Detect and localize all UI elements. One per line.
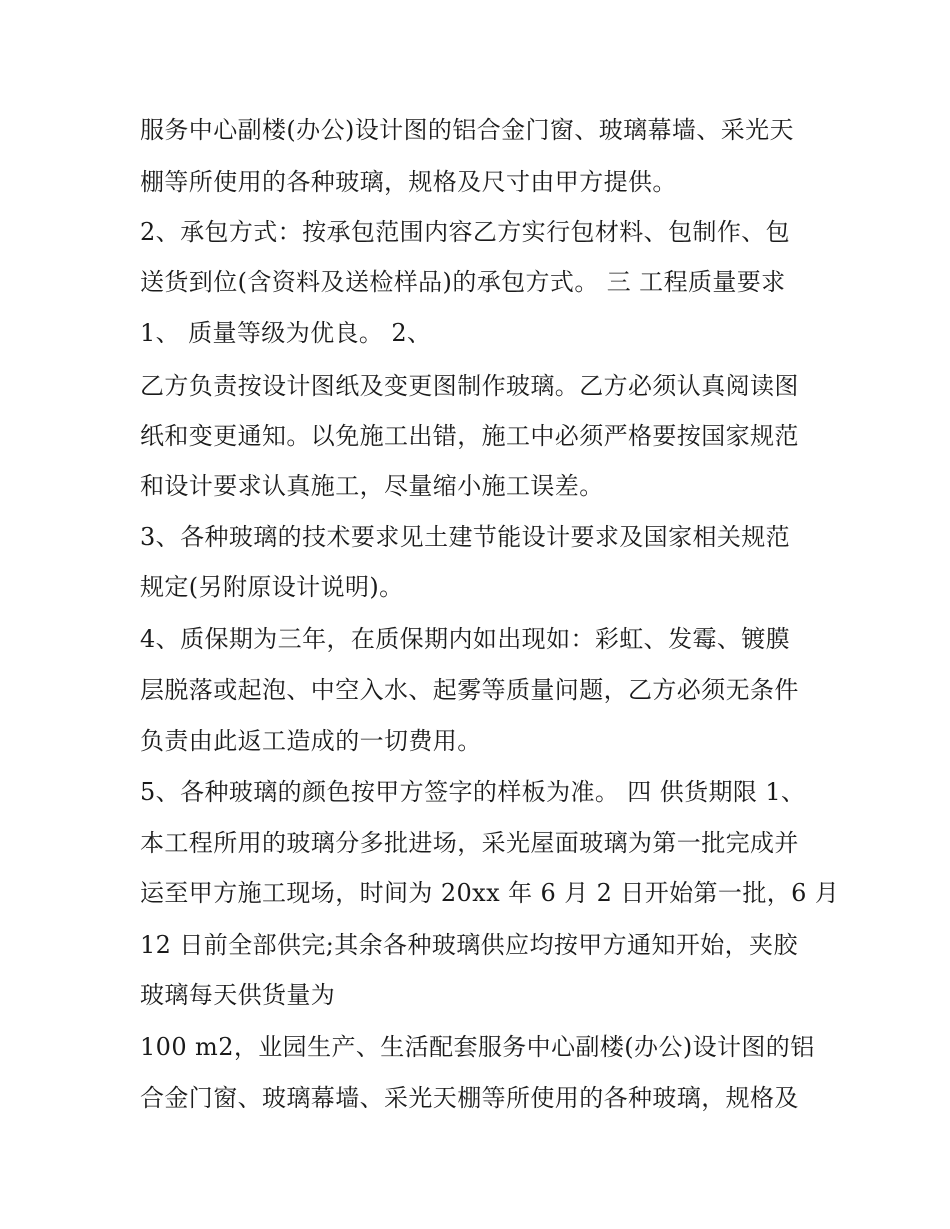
text-line: 送货到位(含资料及送检样品)的承包方式。 三 工程质量要求 — [140, 268, 786, 296]
text-line: 12 日前全部供完;其余各种玻璃供应均按甲方通知开始，夹胶 — [140, 931, 798, 959]
text-line: 2、承包方式：按承包范围内容乙方实行包材料、包制作、包 — [140, 218, 791, 246]
text-line: 棚等所使用的各种玻璃，规格及尺寸由甲方提供。 — [140, 168, 677, 196]
text-line: 和设计要求认真施工，尽量缩小施工误差。 — [140, 472, 604, 500]
text-line: 运至甲方施工现场，时间为 20xx 年 6 月 2 日开始第一批，6 月 — [140, 879, 840, 907]
text-line: 服务中心副楼(办公)设计图的铝合金门窗、玻璃幕墙、采光天 — [140, 116, 794, 144]
text-line: 层脱落或起泡、中空入水、起雾等质量问题，乙方必须无条件 — [140, 676, 799, 704]
text-line: 玻璃每天供货量为 — [140, 981, 336, 1009]
text-line: 5、各种玻璃的颜色按甲方签字的样板为准。 四 供货期限 1、 — [140, 778, 806, 806]
text-line: 4、质保期为三年，在质保期内如出现如：彩虹、发霉、镀膜 — [140, 625, 791, 653]
text-line: 1、 质量等级为优良。 2、 — [140, 319, 432, 347]
text-line: 合金门窗、玻璃幕墙、采光天棚等所使用的各种玻璃，规格及 — [140, 1084, 799, 1112]
text-line: 本工程所用的玻璃分多批进场，采光屋面玻璃为第一批完成并 — [140, 829, 799, 857]
text-line: 乙方负责按设计图纸及变更图制作玻璃。乙方必须认真阅读图 — [140, 372, 799, 400]
text-line: 3、各种玻璃的技术要求见土建节能设计要求及国家相关规范 — [140, 523, 791, 551]
text-line: 100 m2，业园生产、生活配套服务中心副楼(办公)设计图的铝 — [140, 1033, 815, 1061]
text-line: 规定(另附原设计说明)。 — [140, 573, 404, 601]
text-line: 纸和变更通知。以免施工出错，施工中必须严格要按国家规范 — [140, 422, 799, 450]
text-line: 负责由此返工造成的一切费用。 — [140, 727, 482, 755]
